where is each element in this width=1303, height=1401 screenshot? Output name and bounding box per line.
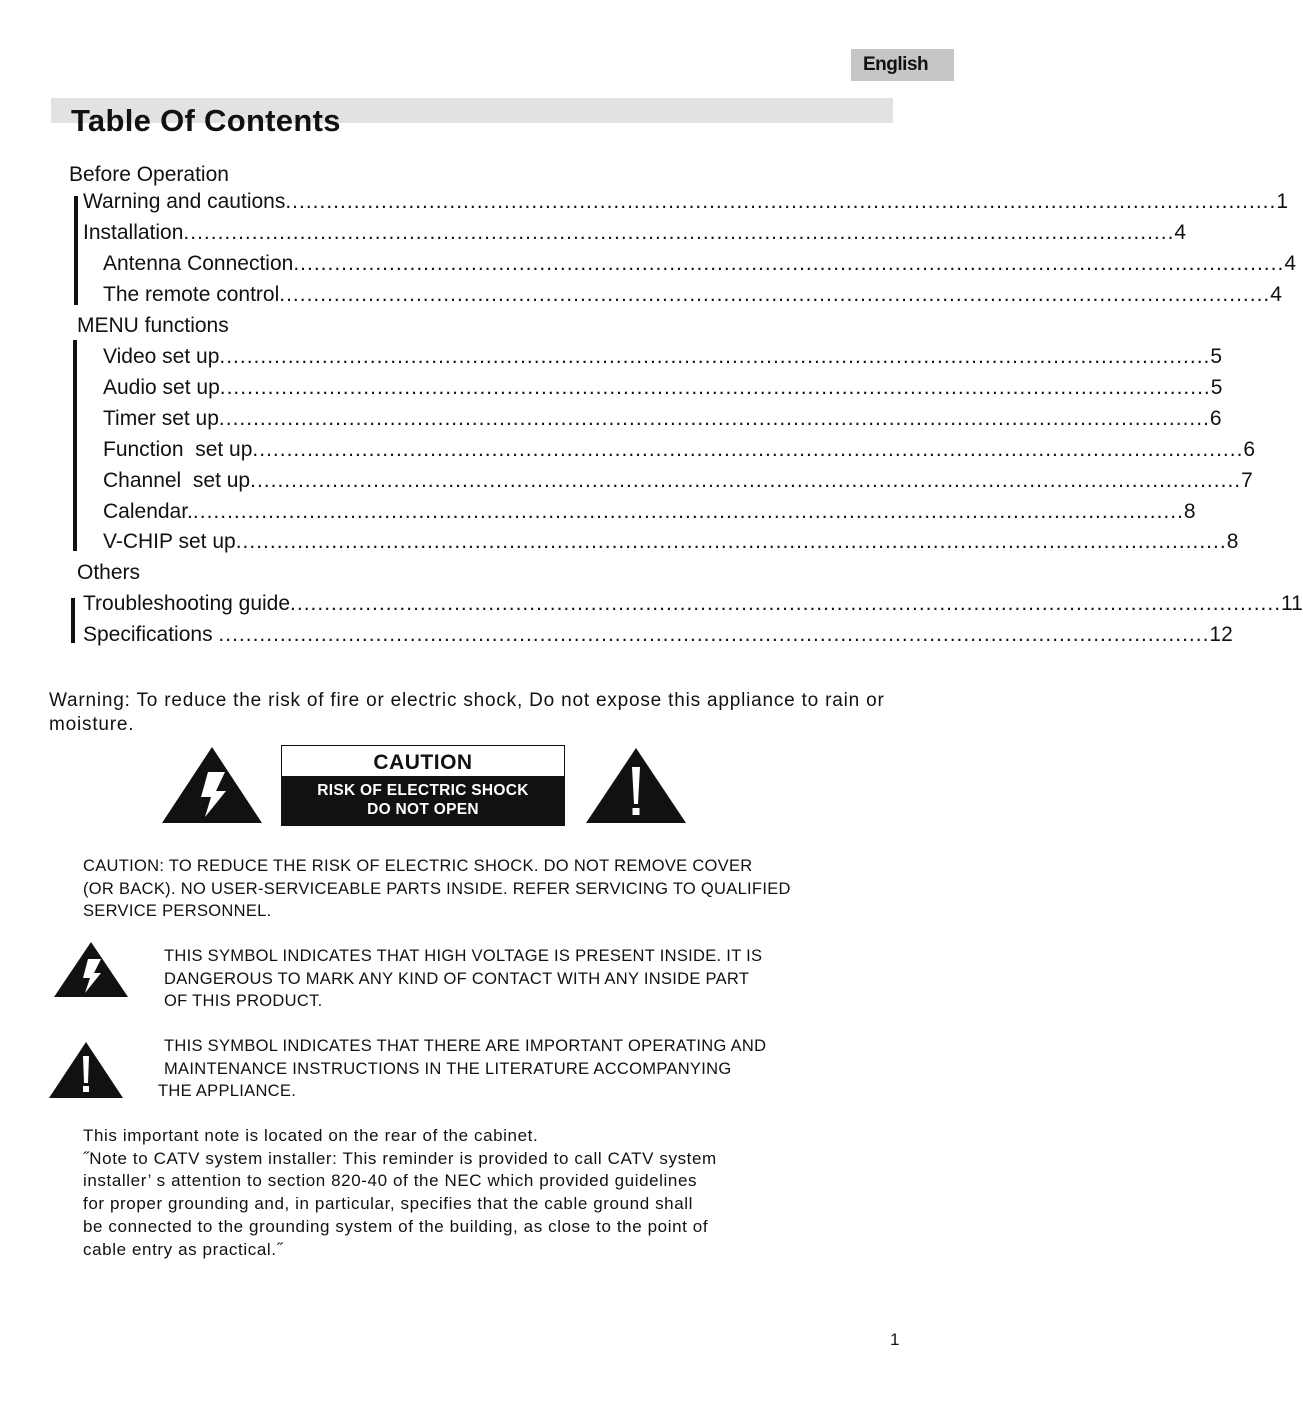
- toc-leader: .................................................................................................................................................: [192, 500, 1184, 523]
- toc-entry: [103, 344, 1223, 370]
- toc-entry: [103, 468, 1253, 494]
- toc-entry-label: Specifications: [83, 623, 219, 646]
- toc-entry-label: Video set up: [103, 345, 220, 368]
- toc-entry: [103, 251, 1296, 277]
- caution-line: DO NOT OPEN: [367, 801, 479, 818]
- lightning-symbol-icon: [53, 941, 129, 998]
- toc-entry: [83, 220, 1187, 246]
- toc-entry-label: Antenna Connection: [103, 252, 294, 275]
- exclamation-symbol-text: [158, 1035, 767, 1103]
- caution-label-body: [282, 776, 564, 825]
- toc-entry: [103, 529, 1239, 555]
- note-line: be connected to the grounding system of the building, as close to the point of: [83, 1216, 709, 1236]
- toc-leader: .................................................................................................................................................: [250, 469, 1242, 492]
- toc-entry-label: Channel set up: [103, 469, 251, 492]
- toc-leader: .................................................................................................................................................: [279, 283, 1271, 306]
- symbol-text-line: OF THIS PRODUCT.: [164, 992, 323, 1011]
- toc-leader: .................................................................................................................................................: [219, 345, 1211, 368]
- toc-group-bar: [71, 598, 75, 643]
- toc-entry-label: The remote control: [103, 283, 280, 306]
- toc-leader: .................................................................................................................................................: [218, 407, 1210, 430]
- toc-entry-label: Warning and cautions: [83, 190, 286, 213]
- catv-note: [83, 1125, 717, 1261]
- toc-leader: .................................................................................................................................................: [235, 530, 1227, 553]
- toc-entry-label: Audio set up: [103, 376, 220, 399]
- toc-entry-page: 5: [1210, 376, 1223, 399]
- toc-leader: .................................................................................................................................................: [293, 252, 1285, 275]
- caution-paragraph-line: SERVICE PERSONNEL.: [83, 902, 272, 921]
- symbol-text-line: MAINTENANCE INSTRUCTIONS IN THE LITERATURE ACCOMPANYING: [164, 1059, 732, 1078]
- toc-entry-page: 7: [1241, 469, 1253, 492]
- caution-line: RISK OF ELECTRIC SHOCK: [317, 782, 529, 799]
- note-line: for proper grounding and, in particular, specifies that the cable ground shall: [83, 1194, 694, 1214]
- caution-heading: CAUTION: [373, 751, 473, 774]
- toc-section-menu-functions: MENU functions: [77, 314, 229, 337]
- exclamation-warning-icon: [585, 747, 687, 824]
- toc-leader: .................................................................................................................................................: [219, 376, 1211, 399]
- note-line: ˝Note to CATV system installer: This reminder is provided to call CATV system: [83, 1148, 717, 1168]
- toc-entry-label: Timer set up: [103, 407, 219, 430]
- toc-group-bar: [74, 196, 78, 305]
- toc-leader: .................................................................................................................................................: [285, 190, 1277, 213]
- toc-entry-page: 4: [1284, 252, 1296, 275]
- toc-entry-page: 8: [1183, 500, 1196, 523]
- symbol-text-line: DANGEROUS TO MARK ANY KIND OF CONTACT WITH ANY INSIDE PART: [164, 969, 750, 988]
- page-number: 1: [890, 1330, 900, 1349]
- toc-leader: .................................................................................................................................................: [218, 623, 1210, 646]
- symbol-text-line: THIS SYMBOL INDICATES THAT HIGH VOLTAGE IS PRESENT INSIDE. IT IS: [164, 947, 763, 965]
- toc-entry-page: 11: [1281, 592, 1303, 615]
- toc-entry: [103, 437, 1256, 463]
- toc-entry-page: 12: [1209, 623, 1233, 646]
- note-line: This important note is located on the rear of the cabinet.: [83, 1126, 539, 1145]
- toc-entry-label: V-CHIP set up: [103, 530, 236, 553]
- toc-section-others: Others: [77, 561, 141, 584]
- caution-paragraph-line: CAUTION: TO REDUCE THE RISK OF ELECTRIC SHOCK. DO NOT REMOVE COVER: [83, 857, 753, 875]
- toc-entry-label: Troubleshooting guide: [83, 592, 291, 615]
- lightning-symbol-text: [164, 945, 762, 1013]
- toc-entry: [103, 499, 1196, 525]
- caution-paragraph-line: (OR BACK). NO USER-SERVICEABLE PARTS INSIDE. REFER SERVICING TO QUALIFIED: [83, 879, 791, 898]
- toc-entry-page: 8: [1226, 530, 1239, 553]
- toc-entry: [83, 622, 1233, 648]
- toc-leader: .................................................................................................................................................: [252, 438, 1244, 461]
- caution-paragraph: [83, 855, 791, 923]
- language-tag: English: [851, 49, 954, 81]
- caution-label: [281, 745, 565, 826]
- toc-leader: .................................................................................................................................................: [290, 592, 1282, 615]
- lightning-warning-icon: [161, 746, 263, 824]
- toc-entry: [103, 282, 1282, 308]
- toc-entry-label: Function set up: [103, 438, 253, 461]
- toc-entry-page: 5: [1210, 345, 1223, 368]
- note-line: cable entry as practical.˝: [83, 1239, 283, 1259]
- warning-text: Warning: To reduce the risk of fire or electric shock, Do not expose this appliance to rain or moisture.: [49, 690, 885, 735]
- toc-entry-label: Calendar.: [103, 500, 193, 523]
- toc-section-before-operation: Before Operation: [69, 163, 229, 186]
- toc-leader: .................................................................................................................................................: [183, 221, 1175, 244]
- toc-entry-page: 1: [1276, 190, 1289, 213]
- toc-entry-page: 6: [1209, 407, 1222, 430]
- note-line: installer’ s attention to section 820-40 of the NEC which provided guidelines: [83, 1171, 698, 1191]
- toc-title: Table Of Contents: [71, 103, 341, 138]
- symbol-text-line: THE APPLIANCE.: [158, 1082, 297, 1101]
- exclamation-symbol-icon: [48, 1041, 124, 1099]
- toc-entry: [103, 375, 1223, 401]
- toc-entry-page: 4: [1174, 221, 1187, 244]
- toc-entry-page: 4: [1270, 283, 1282, 306]
- toc-entry: [83, 189, 1289, 215]
- toc-group-bar: [73, 340, 77, 551]
- symbol-text-line: THIS SYMBOL INDICATES THAT THERE ARE IMPORTANT OPERATING AND: [164, 1037, 767, 1055]
- toc-entry-label: Installation: [83, 221, 184, 244]
- toc-entry-page: 6: [1243, 438, 1256, 461]
- toc-entry: [83, 591, 1303, 617]
- toc-entry: [103, 406, 1222, 432]
